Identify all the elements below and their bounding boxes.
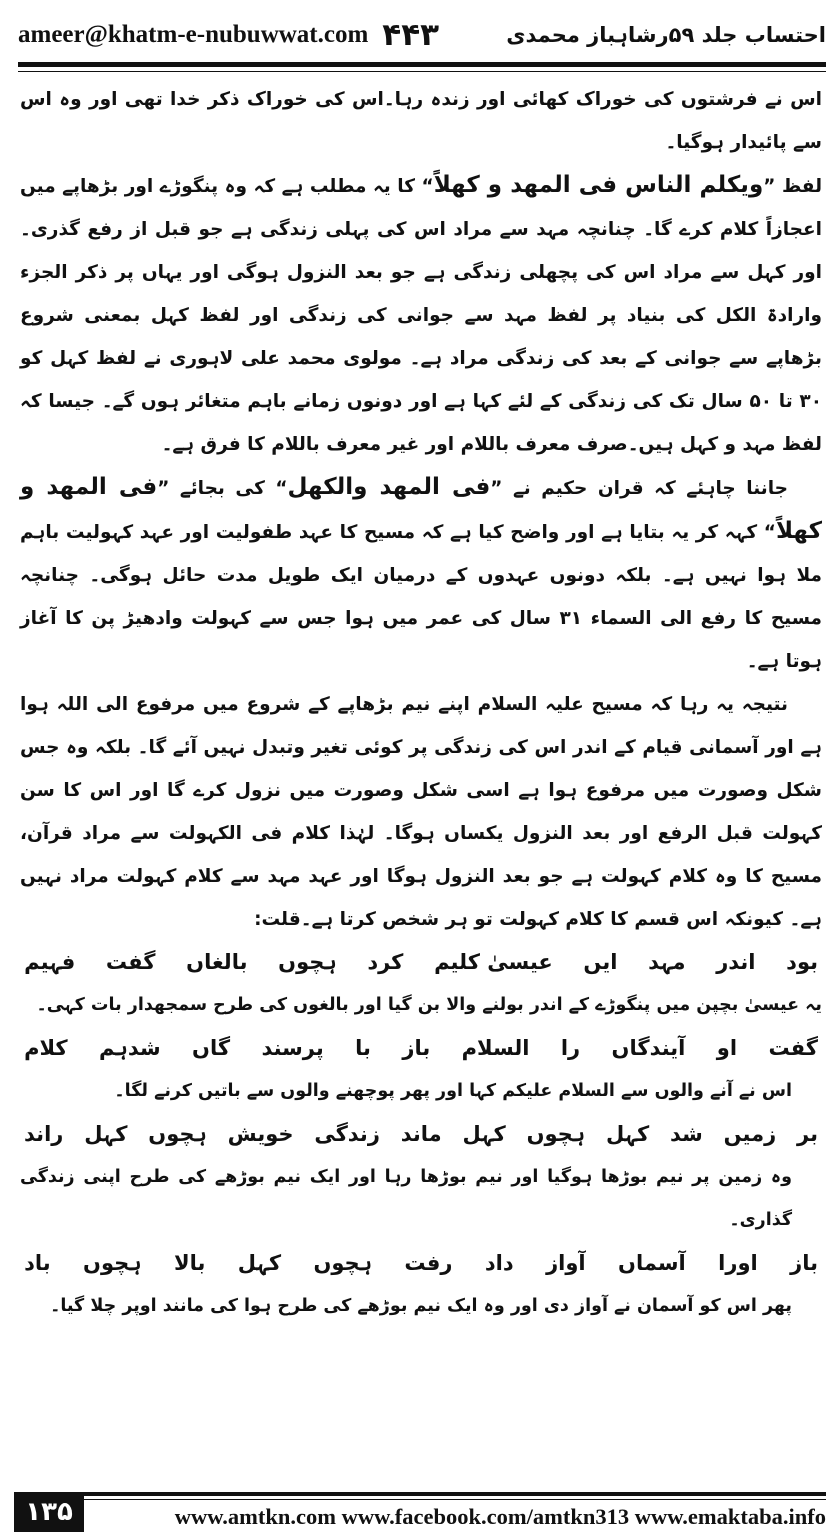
poem-word: ایں — [583, 950, 618, 974]
page-footer — [14, 1492, 826, 1532]
paragraph-4: نتیجہ یہ رہا کہ مسیح علیہ السلام اپنے نیم بڑھاپے کے شروع میں مرفوع الی اللہ ہوا ہے اور آسمانی قیام کے اندر اس کی زندگی پر کوئی تغیر وتبدل نہیں آئے گا۔ بلکہ وہ جس شکل وصورت میں مرفوع ہوا ہے اسی شکل وصورت میں نزول کرے گا اور اس کا سن کہولت قبل الرفع اور بعد النزول یکساں ہوگا۔ لہٰذا کلام فی الکہولت سے مراد قرآن، مسیح کا وہ کلام کہولت ہے جو بعد النزول ہوگا اور عہد مہد سے کلام کہولت مراد نہیں ہے۔ کیونکہ اس قسم کا کلام کہولت تو ہر شخص کرتا ہے۔قلت: — [20, 694, 822, 930]
quran-quote-3: فی المهد و کهلاً — [20, 474, 822, 544]
poem-word: شدہم — [99, 1036, 161, 1060]
poem-translation: اس نے آنے والوں سے السلام علیکم کہا اور پھر پوچھنے والوں سے باتیں کرنے لگا۔ — [114, 1081, 792, 1101]
poem-word: بالغاں — [186, 950, 248, 974]
poem-word: کہل — [84, 1122, 128, 1146]
poem-word: آواز — [546, 1251, 586, 1275]
poem-word: آسماں — [618, 1251, 686, 1275]
footer-links[interactable]: www.amtkn.com www.facebook.com/amtkn313 www.emaktaba.info — [174, 1504, 826, 1529]
quran-quote-2: فی المهد والکهل — [287, 474, 491, 500]
poem-word: داد — [484, 1251, 514, 1275]
poem-word: شد — [670, 1122, 703, 1146]
poem-word: کہل — [462, 1122, 506, 1146]
persian-poem — [20, 941, 822, 1328]
poem-word: را — [560, 1036, 581, 1060]
poem-word: باز — [402, 1036, 431, 1060]
header-page-number: ۴۴۳ — [382, 17, 440, 53]
paragraph-2 — [20, 164, 822, 466]
paragraph-2-lead: لفظ ” — [763, 176, 823, 197]
poem-word: کرد — [367, 950, 404, 974]
poem-word: عیسیٰ کلیم — [434, 950, 553, 974]
poem-word: خویش — [227, 1122, 294, 1146]
poem-word: اورا — [718, 1251, 758, 1275]
poem-word: راند — [24, 1122, 64, 1146]
poem-translation: پھر اس کو آسمان نے آواز دی اور وہ ایک نیم بوڑھے کی طرح ہوا کی مانند اوپر چلا گیا۔ — [50, 1296, 792, 1316]
poem-word: زندگی — [314, 1122, 380, 1146]
poem-verse — [20, 1242, 822, 1285]
poem-word: ہچوں — [526, 1122, 586, 1146]
paragraph-3-lead: جاننا چاہئے کہ قران حکیم نے ” — [490, 478, 788, 499]
poem-word: او — [716, 1036, 738, 1060]
header-rule-thin — [18, 71, 826, 72]
poem-word: السلام — [461, 1036, 530, 1060]
poem-word: ہچوں — [278, 950, 337, 974]
header-email[interactable]: ameer@khatm-e-nubuwwat.com — [18, 21, 369, 48]
paragraph-1: اس نے فرشتوں کی خوراک کھائی اور زندہ رہا۔اس کی خوراک ذکر خدا تھی اور وہ اس سے پائیدار ہوگیا۔ — [20, 89, 822, 153]
poem-word: کلام — [24, 1036, 68, 1060]
poem-word: زمیں — [723, 1122, 777, 1146]
poem-word: اندر — [716, 950, 756, 974]
poem-word: ہچوں — [148, 1122, 207, 1146]
page-content — [20, 78, 822, 1440]
poem-word: با — [355, 1036, 371, 1060]
poem-translation: وہ زمین پر نیم بوڑھا ہوگیا اور نیم بوڑھا رہا اور ایک نیم بوڑھے کی طرح اپنی زندگی گذاری۔ — [20, 1167, 792, 1230]
poem-word: آیندگاں — [611, 1036, 686, 1060]
poem-verse — [20, 941, 822, 984]
poem-word: ماند — [400, 1122, 442, 1146]
quran-quote-1: ویکلم الناس فی المهد و کهلاً — [433, 172, 764, 198]
footer-page-number: ۱۳۵ — [14, 1492, 84, 1532]
footer-rule — [84, 1492, 826, 1496]
poem-word: کہل — [605, 1122, 650, 1146]
poem-word: گاں — [192, 1036, 231, 1060]
paragraph-3-mid: “ کی بجائے ” — [157, 478, 288, 499]
poem-word: ہچوں — [83, 1251, 142, 1275]
poem-verse — [20, 1027, 822, 1070]
poem-word: پرسند — [261, 1036, 324, 1060]
footer-rule-thin — [84, 1499, 826, 1500]
header-left — [18, 17, 439, 53]
poem-translation: یہ عیسیٰ بچپن میں پنگوڑے کے اندر بولنے والا بن گیا اور بالغوں کی طرح سمجھدار بات کہی۔ — [36, 995, 822, 1015]
running-title: احتساب جلد ۵۹رشاہباز محمدی — [506, 23, 826, 47]
poem-word: فہیم — [24, 950, 76, 974]
poem-word: رفت — [404, 1251, 453, 1275]
poem-word: مہد — [648, 950, 686, 974]
poem-word: باز — [790, 1251, 818, 1275]
poem-word: بر — [797, 1122, 818, 1146]
page-header — [18, 14, 826, 56]
poem-word: گفت — [105, 950, 156, 974]
header-rule — [18, 62, 826, 67]
poem-verse — [20, 1113, 822, 1156]
footer-bar — [84, 1492, 826, 1532]
poem-word: کہل — [237, 1251, 282, 1275]
poem-word: بود — [786, 950, 818, 974]
poem-word: باد — [24, 1251, 51, 1275]
poem-word: گفت — [768, 1036, 818, 1060]
paragraph-3-text: “ کہہ کر یہ بتایا ہے اور واضح کیا ہے کہ مسیح کا عہد طفولیت اور عہد کہولیت باہم ملا ہوا نہیں ہے۔ بلکہ دونوں عہدوں کے درمیان ایک طویل مدت حائل ہوگی۔ چنانچہ مسیح کا رفع الی السماء ۳۱ سال کی عمر میں ہوا جس سے کہولت وادھیڑ پن کا آغاز ہوتا ہے۔ — [20, 522, 822, 672]
poem-word: بالا — [173, 1251, 206, 1275]
poem-word: ہچوں — [313, 1251, 372, 1275]
paragraph-2-text: “ کا یہ مطلب ہے کہ وہ پنگوڑے اور بڑھاپے میں اعجازاً کلام کرے گا۔ چنانچہ مہد سے مراد اس کی پہلی زندگی ہے جو قبل از رفع گذری۔ اور کہل سے مراد اس کی پچھلی زندگی ہے جو بعد النزول ہوگی اور یہاں پر ذکر الجزء وارادۃ الکل کی بنیاد پر لفظ مہد سے جوانی کی زندگی اور لفظ کہل بمعنی شروع بڑھاپے سے جوانی کے بعد کی زندگی مراد ہے۔ مولوی محمد علی لاہوری نے لفظ کہل کو ۳۰ تا ۵۰ سال تک کی زندگی کے لئے کہا ہے اور دونوں زمانے باہم متغائر ہوں گے۔ جیسا کہ لفظ مہد و کہل ہیں۔صرف معرف باللام اور غیر معرف باللام کا فرق ہے۔ — [20, 176, 822, 455]
paragraph-3 — [20, 466, 822, 683]
